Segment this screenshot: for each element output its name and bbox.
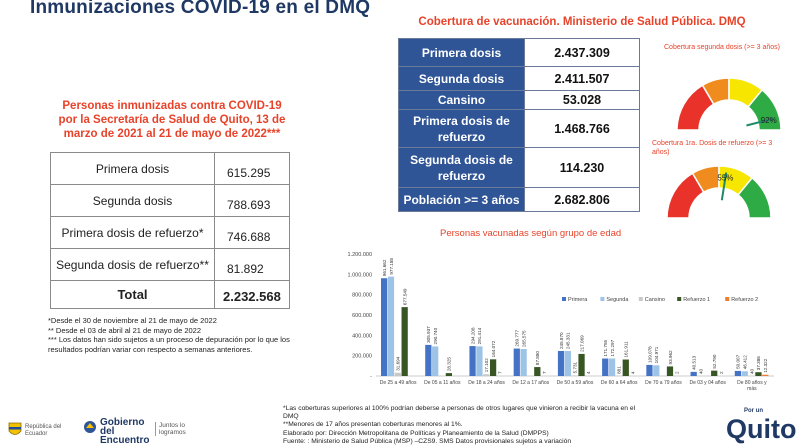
bar xyxy=(735,371,741,376)
legend-label: Segunda xyxy=(606,297,629,303)
bar xyxy=(381,278,387,376)
bar-value-label: 50.007 xyxy=(735,354,741,369)
note-line: ** Desde el 03 de abril al 21 de mayo de 2022 xyxy=(48,325,202,335)
bar-value-label: 7 xyxy=(541,371,547,374)
ecuador-shield-icon xyxy=(8,422,22,438)
row-label: Segunda dosis de refuerzo xyxy=(399,148,525,188)
legend-label: Refuerzo 1 xyxy=(683,297,711,303)
legend-swatch xyxy=(677,297,681,301)
row-label: Primera dosis de refuerzo xyxy=(399,110,525,148)
bar xyxy=(711,371,717,376)
legend-swatch xyxy=(639,297,643,301)
bar xyxy=(565,351,571,376)
bar xyxy=(490,359,496,376)
bar xyxy=(609,358,615,376)
bar xyxy=(762,375,768,376)
bar-value-label: 37.386 xyxy=(756,356,762,371)
table-row xyxy=(51,249,290,281)
bar-value-label: 677.549 xyxy=(402,288,408,306)
secretaria-immunization-table xyxy=(50,152,290,309)
bar-value-label: 245.331 xyxy=(565,332,571,350)
bar-value-label: 291.414 xyxy=(477,327,483,345)
footnote-line: Elaborado por: Dirección Metropolitana de Políticas y Planeamiento de la Salud (DMPPS) xyxy=(283,429,549,437)
bar-value-label: 7 xyxy=(497,371,503,374)
row-label: Primera dosis de refuerzo* xyxy=(51,217,215,249)
bar xyxy=(476,346,482,376)
bar xyxy=(395,373,401,376)
bar-value-label: 17.102 xyxy=(484,358,490,373)
row-value: 615.295 xyxy=(215,153,290,185)
bar-value-label: 171.755 xyxy=(603,339,609,357)
table-row xyxy=(399,110,640,148)
bar-value-label: 40.513 xyxy=(691,355,697,370)
bar-value-label: 265.575 xyxy=(521,330,527,347)
bar-value-label: 52.790 xyxy=(712,354,718,369)
row-value: 53.028 xyxy=(525,91,640,110)
row-label: Población >= 3 años xyxy=(399,188,525,212)
footnote-line: *Las coberturas superiores al 100% podrían deberse a personas de otros lugares que vinieron a recibir la vacuna en el DMQ xyxy=(283,405,636,421)
bar-value-label: 109.078 xyxy=(647,346,653,363)
total-label: Total xyxy=(51,281,215,309)
bar-value-label: 40 xyxy=(698,368,704,374)
bar xyxy=(483,374,489,376)
row-label: Segunda dosis xyxy=(399,67,525,91)
y-tick-label: 800.000 xyxy=(352,292,372,299)
bar-value-label: 305.937 xyxy=(426,326,432,343)
y-tick-label: - xyxy=(370,374,372,380)
gauge-booster-label: Cobertura 1ra. Dosis de refuerzo (>= 3 años) xyxy=(652,140,773,156)
gauge-value-label: 92% xyxy=(760,115,777,125)
bar-value-label: 5.731 xyxy=(572,361,578,374)
msp-coverage-table xyxy=(398,38,640,212)
bar-value-label: 961.662 xyxy=(381,259,387,277)
row-value: 114.230 xyxy=(525,148,640,188)
total-value: 2.232.568 xyxy=(215,281,290,309)
total-row xyxy=(51,281,290,309)
bar xyxy=(623,360,629,376)
row-label: Segunda dosis de refuerzo** xyxy=(51,249,215,281)
x-tick-label: De 12 a 17 años xyxy=(512,380,550,386)
bar-value-label: 217.069 xyxy=(579,335,585,352)
left-table-notes xyxy=(48,316,310,354)
bar-value-label: 245.870 xyxy=(558,332,564,350)
logos-bar xyxy=(8,418,208,445)
x-tick-label: De 60 a 64 años xyxy=(600,380,638,386)
legend-label: Primera xyxy=(568,297,588,303)
x-tick-label: De 25 a 49 años xyxy=(379,380,417,386)
table-row xyxy=(51,153,290,185)
bar xyxy=(578,354,584,376)
note-line: *** Los datos han sido sujetos a un proceso de depuración por lo que los resultados podrían variar con respecto a semanas anteriores. xyxy=(48,335,290,354)
footnote-line: Fuente: : Ministerio de Salud Pública (MSP) –CZS9. SMS Datos provisionales sujetos a variación xyxy=(283,437,572,445)
bar xyxy=(446,373,452,376)
bar-value-label: 4 xyxy=(630,371,636,374)
x-tick-label: De 03 y 04 años xyxy=(689,380,726,386)
gobierno-emblem-icon xyxy=(83,420,97,434)
bar xyxy=(521,349,527,376)
bar xyxy=(402,307,408,376)
bar xyxy=(653,365,659,376)
bar-value-label: 28.325 xyxy=(446,357,452,372)
bar-value-label: 164.072 xyxy=(490,340,496,358)
bar-value-label: 87.880 xyxy=(535,351,541,366)
age-group-bar-chart xyxy=(340,240,780,398)
table-row xyxy=(51,185,290,217)
bar-value-label: 294.208 xyxy=(470,327,476,345)
bar xyxy=(646,365,652,376)
row-value: 746.688 xyxy=(215,217,290,249)
row-label: Segunda dosis xyxy=(51,185,215,217)
bar-value-label: 4 xyxy=(586,371,592,374)
bar xyxy=(425,345,431,376)
note-line: *Desde el 30 de noviembre al 21 de mayo de 2022 xyxy=(48,316,217,325)
legend-swatch xyxy=(562,297,566,301)
table-row xyxy=(51,217,290,249)
chart-title: Personas vacunadas según grupo de edad xyxy=(440,228,622,239)
bar-value-label: 2 xyxy=(718,371,724,374)
gauge-second-dose-label: Cobertura segunda dosis (>= 3 años) xyxy=(664,44,780,51)
left-heading-line-3: marzo de 2021 al 21 de mayo de 2022*** xyxy=(63,128,281,140)
page-title: Inmunizaciones COVID-19 en el DMQ xyxy=(30,0,371,18)
bar xyxy=(514,349,520,376)
gobierno-logo-text: Gobierno del Encuentro xyxy=(100,417,150,445)
table-row xyxy=(399,188,640,212)
msp-coverage-heading: Cobertura de vacunación. Ministerio de Salud Pública. DMQ xyxy=(418,16,746,28)
y-tick-label: 400.000 xyxy=(352,333,372,340)
footnote xyxy=(283,405,643,445)
bar-value-label: 881 xyxy=(616,366,622,374)
bar-value-label: 12.322 xyxy=(763,358,769,373)
row-value: 2.682.806 xyxy=(525,188,640,212)
quito-logo-text: Quito xyxy=(726,414,797,444)
row-label: Primera dosis xyxy=(399,39,525,67)
y-tick-label: 200.000 xyxy=(352,353,372,360)
table-row xyxy=(399,39,640,67)
y-tick-label: 1.000.000 xyxy=(347,272,372,279)
legend-swatch xyxy=(725,297,729,301)
bar-value-label: 40 xyxy=(749,368,755,374)
bar xyxy=(691,372,697,376)
row-value: 2.411.507 xyxy=(525,67,640,91)
legend-label: Cansino xyxy=(644,297,665,303)
bar-value-label: 290.740 xyxy=(432,327,438,345)
bar xyxy=(602,359,608,376)
row-value: 81.892 xyxy=(215,249,290,281)
left-table-heading xyxy=(52,99,292,141)
bar xyxy=(742,371,748,376)
gauge-booster xyxy=(660,156,778,224)
row-value: 2.437.309 xyxy=(525,39,640,67)
juntos-logo-text: Juntos lo logramos xyxy=(155,422,197,436)
left-heading-line-1: Personas inmunizadas contra COVID-19 xyxy=(62,100,282,112)
x-tick-label: más xyxy=(747,386,757,392)
bar-value-label: 161.911 xyxy=(623,341,629,358)
bar xyxy=(572,375,578,376)
ecuador-logo-text: República del Ecuador xyxy=(25,424,62,437)
bar-value-label: 93.962 xyxy=(667,350,673,365)
table-row xyxy=(399,67,640,91)
x-tick-label: De 50 a 59 años xyxy=(556,380,594,386)
bar xyxy=(388,277,394,376)
bar xyxy=(755,372,761,376)
table-row xyxy=(399,148,640,188)
row-value: 1.468.766 xyxy=(525,110,640,148)
legend-label: Refuerzo 2 xyxy=(731,297,759,303)
bar-value-label: 2 xyxy=(674,371,680,374)
y-tick-label: 600.000 xyxy=(352,313,372,319)
bar-value-label: 104.971 xyxy=(654,346,660,364)
footnote-line: **Menores de 17 años presentan coberturas menores al 1%. xyxy=(283,421,463,429)
y-tick-label: 1.200.000 xyxy=(347,252,372,258)
bar xyxy=(534,367,540,376)
row-label: Primera dosis xyxy=(51,153,215,185)
bar-value-label: 46.412 xyxy=(742,355,748,370)
quito-logo-top: Por un xyxy=(744,408,763,414)
x-tick-label: De 80 años y xyxy=(737,380,767,386)
left-heading-line-2: por la Secretaría de Salud de Quito, 13 de xyxy=(58,114,286,126)
bar xyxy=(667,366,673,376)
x-tick-label: De 18 a 24 años xyxy=(468,380,505,386)
bar-value-label: 31.694 xyxy=(395,356,401,371)
gauge-second-dose xyxy=(672,68,786,136)
row-label: Cansino xyxy=(399,91,525,110)
bar-value-label: 269.777 xyxy=(514,329,520,347)
row-value: 788.693 xyxy=(215,185,290,217)
gauge-value-label: 55% xyxy=(717,173,734,183)
x-tick-label: De 05 a 11 años xyxy=(424,380,461,386)
bar-value-label: 172.297 xyxy=(609,339,615,357)
quito-logo xyxy=(722,408,800,445)
bar xyxy=(432,346,438,376)
legend-swatch xyxy=(600,297,604,301)
bar-value-label: 977.188 xyxy=(388,258,394,275)
table-row xyxy=(399,91,640,110)
x-tick-label: De 70 a 79 años xyxy=(645,380,682,386)
bar xyxy=(469,346,475,376)
bar xyxy=(558,351,564,376)
